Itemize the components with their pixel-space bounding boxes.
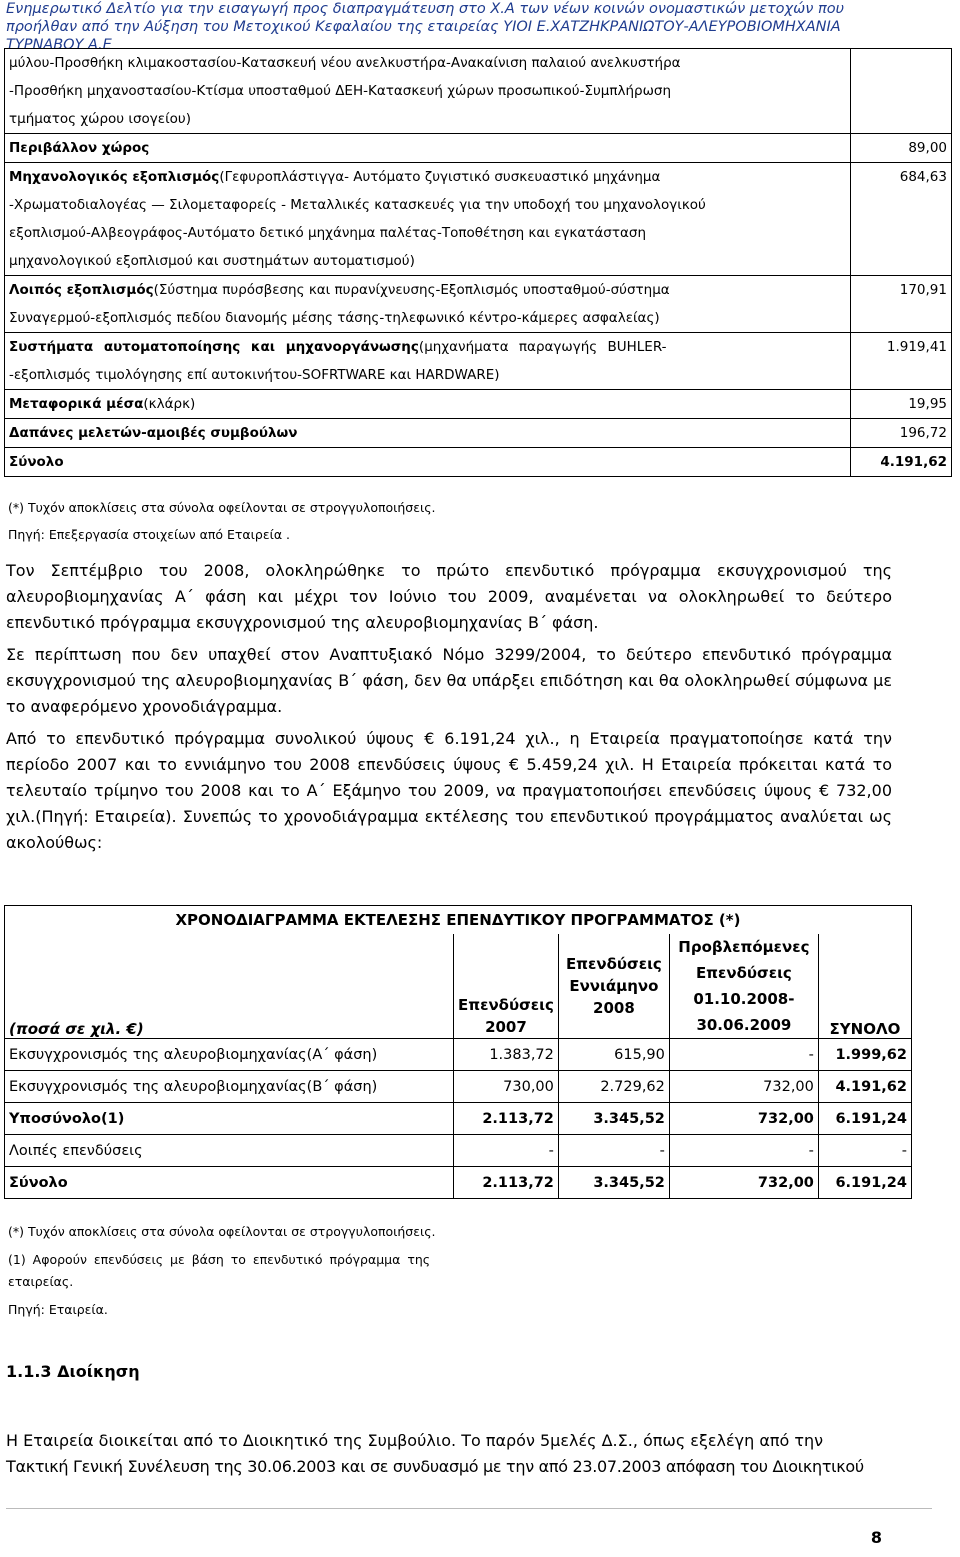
- source-note: Πηγή: Επεξεργασία στοιχείων από Εταιρεία .: [8, 527, 291, 542]
- col-header-total: ΣΥΝΟΛΟ: [818, 934, 911, 1039]
- total-value-cell: 4.191,62: [851, 448, 952, 477]
- table-row: μύλου-Προσθήκη κλιμακοστασίου-Κατασκευή νέου ανελκυστήρα-Ανακαίνιση παλαιού ανελκυστήρα: [5, 49, 851, 78]
- value-cell: 684,63: [851, 163, 952, 192]
- paragraph: Σε περίπτωση που δεν υπαχθεί στον Αναπτυξιακό Νόμο 3299/2004, το δεύτερο επενδυτικό πρόγραμμα εκσυγχρονισμού της αλευροβιομηχανίας Β΄ φάση, δεν θα υπάρξει επιδότηση και θα ολοκληρωθεί σύμφωνα με το αναφερόμενο χρονοδιάγραμμα.: [6, 645, 892, 716]
- col-header-2007: Επενδύσεις 2007: [454, 934, 559, 1039]
- table-row: -Χρωματοδιαλογέας — Σιλομεταφορείς - Μεταλλικές κατασκευές για την υποδοχή του μηχανολογικού: [5, 191, 851, 219]
- schedule-table: [4, 905, 912, 1199]
- col-header-forecast: Προβλεπόμενες Επενδύσεις 01.10.2008- 30.06.2009: [669, 934, 818, 1039]
- table-row: Εκσυγχρονισμός της αλευροβιομηχανίας(Α΄ φάση) 1.383,72 615,90 - 1.999,62: [5, 1039, 912, 1071]
- value-cell: 1.919,41: [851, 333, 952, 362]
- header-line-3: ΤΥΡΝΑΒΟΥ Α.Ε: [6, 37, 112, 53]
- table-row: Σύνολο 2.113,72 3.345,52 732,00 6.191,24: [5, 1167, 912, 1199]
- closing-text: Η Εταιρεία διοικείται από το Διοικητικό της Συμβούλιο. Το παρόν 5μελές Δ.Σ., όπως εξελέγη από την Τακτική Γενική Συνέλευση της 30.06.2003 και σε συνδυασμό με την από 23.07.2003 απόφαση του Διοικητικού: [6, 1431, 864, 1476]
- table-row: Περιβάλλον χώρος: [5, 134, 851, 163]
- section-heading: 1.1.3 Διοίκηση: [6, 1362, 140, 1381]
- subtotal-note-cont: εταιρείας.: [8, 1274, 74, 1289]
- table-row: Δαπάνες μελετών-αμοιβές συμβούλων: [5, 419, 851, 448]
- page-number: 8: [870, 1528, 882, 1547]
- table-row: Μεταφορικά μέσα(κλάρκ): [5, 390, 851, 419]
- footer-divider: [6, 1508, 932, 1509]
- table-row: Μηχανολογικός εξοπλισμός(Γεφυροπλάστιγγα- Αυτόματο ζυγιστικό συσκευαστικό μηχάνημα: [5, 163, 851, 192]
- table-row: τμήματος χώρου ισογείου): [5, 105, 851, 134]
- table-row: Εκσυγχρονισμός της αλευροβιομηχανίας(Β΄ φάση) 730,00 2.729,62 732,00 4.191,62: [5, 1071, 912, 1103]
- source-note-2: Πηγή: Εταιρεία.: [8, 1302, 108, 1317]
- body-paragraphs: [6, 558, 892, 862]
- table-row: -Προσθήκη μηχανοστασίου-Κτίσμα υποσταθμού ΔΕΗ-Κατασκευή χώρων προσωπικού-Συμπλήρωση: [5, 77, 851, 105]
- rounding-note-2: (*) Τυχόν αποκλίσεις στα σύνολα οφείλονται σε στρογγυλοποιήσεις.: [8, 1224, 436, 1239]
- rounding-note: (*) Τυχόν αποκλίσεις στα σύνολα οφείλονται σε στρογγυλοποιήσεις.: [8, 500, 436, 515]
- value-cell: 196,72: [851, 419, 952, 448]
- value-cell: 19,95: [851, 390, 952, 419]
- running-header: [6, 0, 926, 54]
- value-cell: 170,91: [851, 276, 952, 305]
- schedule-title: ΧΡΟΝΟΔΙΑΓΡΑΜΜΑ ΕΚΤΕΛΕΣΗΣ ΕΠΕΝΔΥΤΙΚΟΥ ΠΡΟΓΡΑΜΜΑΤΟΣ (*): [5, 906, 912, 935]
- table-row: Υποσύνολο(1) 2.113,72 3.345,52 732,00 6.191,24: [5, 1103, 912, 1135]
- table-row: μηχανολογικού εξοπλισμού και συστημάτων αυτοματισμού): [5, 247, 851, 276]
- header-line-1: Ενημερωτικό Δελτίο για την εισαγωγή προς διαπραγμάτευση στο Χ.Α των νέων κοινών ονομαστικών μετοχών που: [6, 1, 844, 17]
- table-row: Συναγερμού-εξοπλισμός πεδίου διανομής μέσης τάσης-τηλεφωνικό κέντρο-κάμερες ασφαλείας): [5, 304, 851, 333]
- table-row: εξοπλισμού-Αλβεογράφος-Αυτόματο δετικό μηχάνημα παλέτας-Τοποθέτηση και εγκατάσταση: [5, 219, 851, 247]
- col-header-9m2008: Επενδύσεις Εννιάμηνο 2008: [558, 934, 669, 1039]
- paragraph: Από το επενδυτικό πρόγραμμα συνολικού ύψους € 6.191,24 χιλ., η Εταιρεία πραγματοποίησε κατά την περίοδο 2007 και το εννιάμηνο του 2008 επενδύσεις ύψους € 5.459,24 χιλ. Η Εταιρεία πρόκειται κατά το τελευταίο τρίμηνο του 2008 και το Α΄ Εξάμηνο του 2009, να πραγματοποιήσει επενδύσεις ύψους € 732,00 χιλ.(Πηγή: Εταιρεία). Συνεπώς το χρονοδιάγραμμα εκτέλεσης του επενδυτικού προγράμματος αναλύεται ως ακολούθως:: [6, 729, 892, 852]
- header-line-2: προήλθαν από την Αύξηση του Μετοχικού Κεφαλαίου της εταιρείας ΥΙΟΙ Ε.ΧΑΤΖΗΚΡΑΝΙΩΤΟΥ-ΑΛΕΥΡΟΒΙΟΜΗΧΑΝΙΑ: [6, 19, 841, 35]
- table-row: Σύνολο: [5, 448, 851, 477]
- unit-label: (ποσά σε χιλ. €): [5, 934, 454, 1039]
- table-row: Λοιπός εξοπλισμός(Σύστημα πυρόσβεσης και πυρανίχνευσης-Εξοπλισμός υποσταθμού-σύστημα: [5, 276, 851, 305]
- subtotal-note: (1) Αφορούν επενδύσεις με βάση το επενδυτικό πρόγραμμα της: [8, 1252, 431, 1267]
- value-cell: 89,00: [851, 134, 952, 163]
- table-row: -εξοπλισμός τιμολόγησης επί αυτοκινήτου-SOFRTWARE και HARDWARE): [5, 361, 851, 390]
- paragraph: Τον Σεπτέμβριο του 2008, ολοκληρώθηκε το πρώτο επενδυτικό πρόγραμμα εκσυγχρονισμού της αλευροβιομηχανίας Α΄ φάση και μέχρι τον Ιούνιο του 2009, αναμένεται να ολοκληρωθεί το δεύτερο επενδυτικό πρόγραμμα εκσυγχρονισμού της αλευροβιομηχανίας Β΄ φάση.: [6, 561, 892, 632]
- table-row: Λοιπές επενδύσεις - - - -: [5, 1135, 912, 1167]
- table-row: Συστήματα αυτοματοποίησης και μηχανοργάνωσης(μηχανήματα παραγωγής BUHLER-: [5, 333, 851, 362]
- investment-breakdown-table: [4, 48, 952, 477]
